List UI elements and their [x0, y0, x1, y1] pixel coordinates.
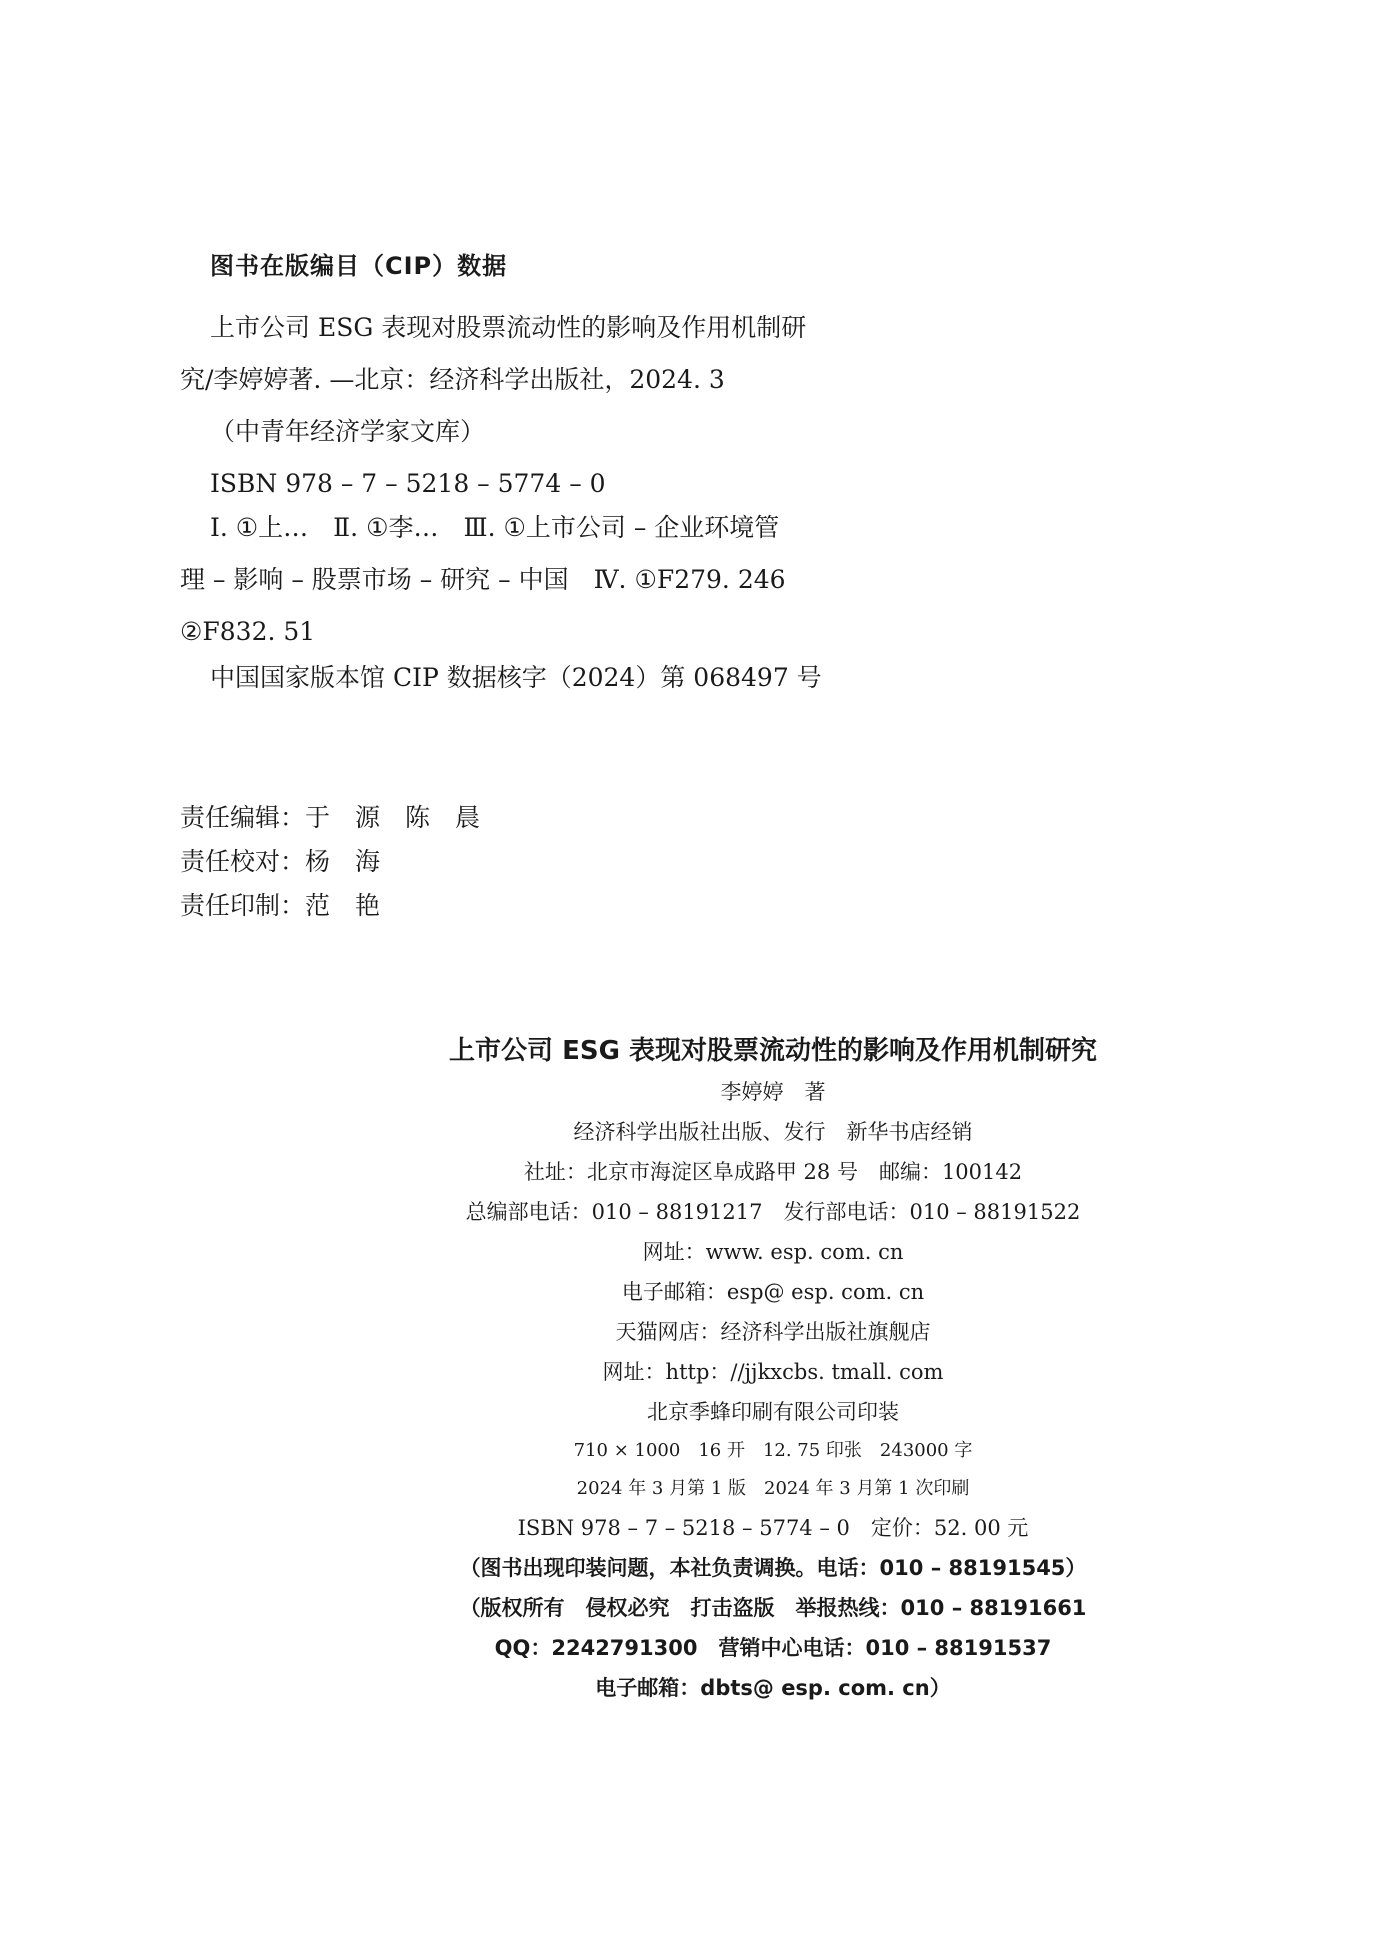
book-author: 李婷婷 著	[720, 1080, 826, 1104]
notice-line: QQ：2242791300 营销中心电话：010 – 88191537	[494, 1636, 1052, 1660]
responsible-staff	[180, 796, 480, 928]
website-line: 网址：www. esp. com. cn	[642, 1240, 904, 1264]
cip-heading: 图书在版编目（CIP）数据	[210, 252, 508, 280]
tmall-url-line: 网址：http：//jjkxcbs. tmall. com	[602, 1360, 944, 1384]
cip-line: （中青年经济学家文库）	[210, 417, 486, 446]
staff-printing: 责任印制：范 艳	[180, 891, 381, 920]
colophon	[0, 1030, 1386, 1708]
publisher-line: 经济科学出版社出版、发行 新华书店经销	[573, 1120, 973, 1144]
notice-line: （版权所有 侵权必究 打击盗版 举报热线：010 – 88191661	[459, 1596, 1087, 1620]
staff-editor: 责任编辑：于 源 陈 晨	[180, 803, 481, 832]
address-line: 社址：北京市海淀区阜成路甲 28 号 邮编：100142	[523, 1160, 1023, 1184]
classification-line: 理 – 影响 – 股票市场 – 研究 – 中国 Ⅳ. ①F279. 246	[180, 565, 786, 594]
phones-line: 总编部电话：010 – 88191217 发行部电话：010 – 88191522	[465, 1200, 1081, 1224]
notice-line: （图书出现印装问题，本社负责调换。电话：010 – 88191545）	[459, 1556, 1087, 1580]
classification-line: Ⅰ. ①上… Ⅱ. ①李… Ⅲ. ①上市公司 – 企业环境管	[210, 513, 780, 542]
verification-line: 中国国家版本馆 CIP 数据核字（2024）第 068497 号	[210, 663, 822, 692]
book-title: 上市公司 ESG 表现对股票流动性的影响及作用机制研究	[449, 1036, 1097, 1066]
cip-record	[180, 302, 940, 510]
cip-line: 究/李婷婷著. —北京：经济科学出版社，2024. 3	[180, 365, 725, 394]
printer-line: 北京季蜂印刷有限公司印装	[647, 1400, 899, 1424]
cip-isbn: ISBN 978 – 7 – 5218 – 5774 – 0	[210, 469, 606, 498]
staff-proofreader: 责任校对：杨 海	[180, 847, 381, 876]
notice-line: 电子邮箱：dbts@ esp. com. cn）	[595, 1676, 951, 1700]
format-line: 710 × 1000 16 开 12. 75 印张 243000 字	[573, 1440, 973, 1461]
tmall-line: 天猫网店：经济科学出版社旗舰店	[615, 1320, 931, 1344]
cip-classification	[180, 502, 940, 658]
isbn-price-line: ISBN 978 – 7 – 5218 – 5774 – 0 定价：52. 00 元	[517, 1516, 1029, 1540]
edition-line: 2024 年 3 月第 1 版 2024 年 3 月第 1 次印刷	[576, 1478, 970, 1499]
cip-verification	[180, 652, 940, 704]
email-line: 电子邮箱：esp@ esp. com. cn	[621, 1280, 925, 1304]
classification-line: ②F832. 51	[180, 617, 316, 646]
cip-line: 上市公司 ESG 表现对股票流动性的影响及作用机制研	[210, 313, 807, 342]
